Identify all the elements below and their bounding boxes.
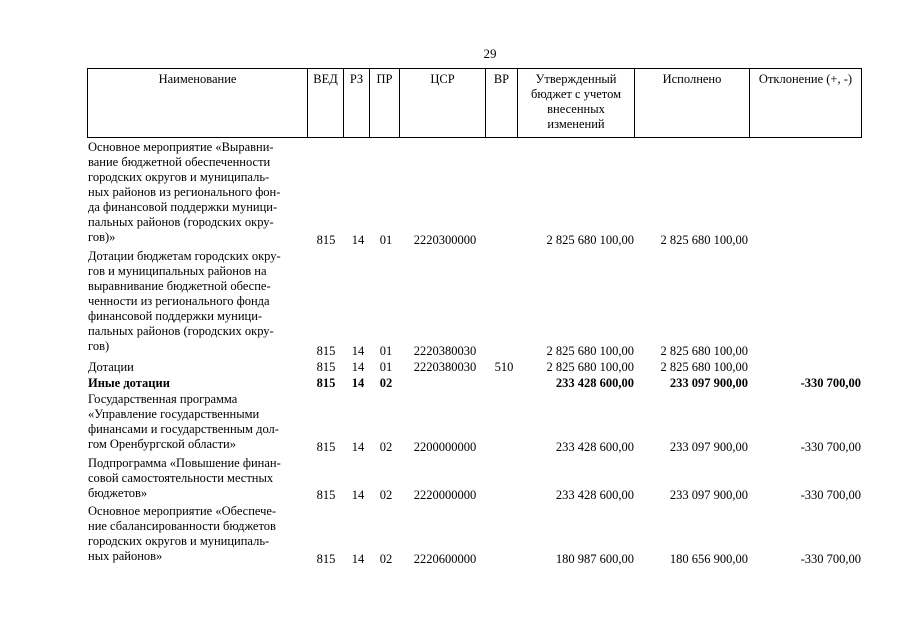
- row-pr: 02: [379, 552, 393, 566]
- name-line: пальных районов (городских окру-: [88, 324, 274, 338]
- name-line: ных районов из регионального фон-: [88, 185, 281, 199]
- name-line: выравнивание бюджетной обеспе-: [88, 279, 271, 293]
- row-deviation: -330 700,00: [800, 552, 861, 566]
- header-rz: РЗ: [344, 69, 370, 138]
- name-line: финансовой поддержки муници-: [88, 309, 263, 323]
- header-ved: ВЕД: [308, 69, 344, 138]
- header-approved: Утвержденный бюджет с учетом внесенных изменений: [518, 69, 635, 138]
- row-deviation: -330 700,00: [800, 376, 861, 390]
- row-executed: 233 097 900,00: [669, 440, 748, 454]
- row-approved: 2 825 680 100,00: [546, 344, 634, 358]
- row-rz: 14: [351, 233, 365, 247]
- name-line: вание бюджетной обеспеченности: [88, 155, 271, 169]
- row-approved: 2 825 680 100,00: [546, 233, 634, 247]
- name-line: Основное мероприятие «Выравни-: [88, 140, 274, 154]
- row-csr: 2220000000: [413, 488, 477, 502]
- row-approved: 2 825 680 100,00: [546, 360, 634, 374]
- row-approved: 233 428 600,00: [555, 440, 634, 454]
- row-pr: 02: [379, 376, 393, 390]
- row-name: [88, 249, 313, 354]
- row-vr: 510: [494, 360, 514, 374]
- row-pr: 01: [379, 344, 393, 358]
- table-header: [87, 68, 862, 138]
- name-line: ченности из регионального фонда: [88, 294, 270, 308]
- row-pr: 01: [379, 233, 393, 247]
- row-rz: 14: [351, 344, 365, 358]
- name-line: Государственная программа: [88, 392, 238, 406]
- row-ved: 815: [316, 344, 336, 358]
- row-ved: 815: [316, 552, 336, 566]
- name-line: финансами и государственным дол-: [88, 422, 279, 436]
- row-name: [88, 504, 313, 564]
- name-line: Дотации: [88, 360, 134, 374]
- row-csr: 2200000000: [413, 440, 477, 454]
- row-name: [88, 376, 313, 391]
- row-approved: 180 987 600,00: [555, 552, 634, 566]
- row-rz: 14: [351, 376, 365, 390]
- row-name: [88, 140, 313, 245]
- row-ved: 815: [316, 376, 336, 390]
- row-approved: 233 428 600,00: [555, 488, 634, 502]
- name-line: «Управление государственными: [88, 407, 260, 421]
- header-executed: Исполнено: [635, 69, 750, 138]
- header-name: Наименование: [88, 69, 308, 138]
- name-line: ние сбалансированности бюджетов: [88, 519, 276, 533]
- header-csr: ЦСР: [400, 69, 486, 138]
- row-rz: 14: [351, 552, 365, 566]
- row-executed: 2 825 680 100,00: [660, 344, 748, 358]
- name-line: гов): [88, 339, 110, 353]
- row-executed: 233 097 900,00: [669, 376, 748, 390]
- row-pr: 02: [379, 488, 393, 502]
- name-line: бюджетов»: [88, 486, 148, 500]
- row-name: [88, 456, 313, 501]
- row-ved: 815: [316, 233, 336, 247]
- page-number: 29: [483, 46, 497, 61]
- name-line: гом Оренбургской области»: [88, 437, 236, 451]
- name-line: Основное мероприятие «Обеспече-: [88, 504, 277, 518]
- name-line: пальных районов (городских окру-: [88, 215, 274, 229]
- row-rz: 14: [351, 440, 365, 454]
- row-name: [88, 392, 313, 452]
- row-approved: 233 428 600,00: [555, 376, 634, 390]
- row-executed: 233 097 900,00: [669, 488, 748, 502]
- row-csr: 2220300000: [413, 233, 477, 247]
- header-vr: ВР: [486, 69, 518, 138]
- name-line: Подпрограмма «Повышение финан-: [88, 456, 281, 470]
- row-deviation: -330 700,00: [800, 488, 861, 502]
- name-line: городских округов и муниципаль-: [88, 534, 270, 548]
- row-pr: 01: [379, 360, 393, 374]
- row-ved: 815: [316, 488, 336, 502]
- row-csr: 2220380030: [413, 344, 477, 358]
- row-name: [88, 360, 313, 375]
- name-line: гов и муниципальных районов на: [88, 264, 267, 278]
- row-ved: 815: [316, 440, 336, 454]
- row-executed: 2 825 680 100,00: [660, 360, 748, 374]
- name-line: совой самостоятельности местных: [88, 471, 274, 485]
- name-line: Дотации бюджетам городских окру-: [88, 249, 281, 263]
- row-ved: 815: [316, 360, 336, 374]
- row-csr: 2220600000: [413, 552, 477, 566]
- row-rz: 14: [351, 360, 365, 374]
- row-executed: 180 656 900,00: [669, 552, 748, 566]
- row-pr: 02: [379, 440, 393, 454]
- header-pr: ПР: [370, 69, 400, 138]
- name-line: гов)»: [88, 230, 116, 244]
- name-line: да финансовой поддержки муници-: [88, 200, 278, 214]
- name-line: городских округов и муниципаль-: [88, 170, 270, 184]
- row-deviation: -330 700,00: [800, 440, 861, 454]
- row-executed: 2 825 680 100,00: [660, 233, 748, 247]
- row-rz: 14: [351, 488, 365, 502]
- name-line: ных районов»: [88, 549, 163, 563]
- header-deviation: Отклонение (+, -): [750, 69, 862, 138]
- name-line: Иные дотации: [88, 376, 170, 390]
- row-csr: 2220380030: [413, 360, 477, 374]
